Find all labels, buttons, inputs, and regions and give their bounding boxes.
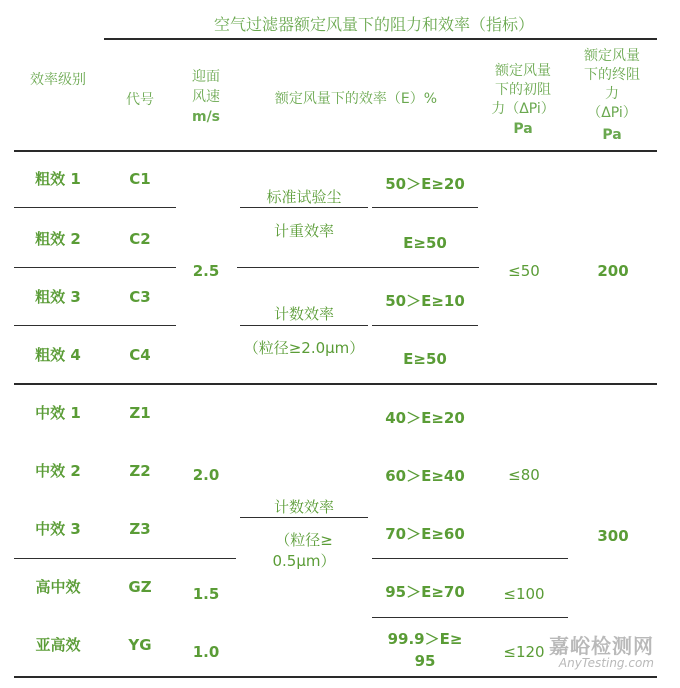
header-final-line2: 下的终阻 (584, 67, 640, 83)
method-rule (237, 267, 479, 268)
initial-resistance-coarse: ≤50 (508, 262, 540, 280)
row-rule (14, 558, 236, 559)
level-cell: 中效 2 (35, 462, 81, 480)
velocity-medium: 2.0 (192, 466, 220, 484)
level-cell: 粗效 1 (35, 170, 81, 188)
method-count: 计数效率 (273, 305, 335, 323)
title-rule (104, 38, 657, 40)
initial-resistance-yg: ≤120 (503, 643, 545, 661)
efficiency-cell: 50＞E≥20 (385, 175, 465, 193)
level-cell: 中效 3 (35, 520, 81, 538)
method-dust: 标准试验尘 (266, 188, 342, 206)
level-cell: 高中效 (35, 578, 81, 596)
code-cell: C4 (129, 346, 151, 364)
code-cell: C1 (129, 170, 151, 188)
level-cell: 粗效 4 (35, 346, 81, 364)
efficiency-cell: E≥50 (403, 350, 447, 368)
method-rule (240, 517, 368, 518)
efficiency-cell-line1: 99.9＞E≥ (387, 630, 463, 648)
level-cell: 粗效 3 (35, 288, 81, 306)
velocity-yg: 1.0 (192, 643, 220, 661)
header-level: 效率级别 (30, 72, 86, 88)
efficiency-rule (372, 325, 478, 326)
header-rule (14, 150, 657, 152)
bottom-rule (14, 676, 657, 678)
table-title: 空气过滤器额定风量下的阻力和效率（指标） (213, 15, 535, 34)
efficiency-cell: 60＞E≥40 (385, 467, 465, 485)
method-count-medium: 计数效率 (273, 498, 335, 516)
header-velocity-line1: 迎面 (192, 69, 220, 85)
code-cell: Z2 (129, 462, 151, 480)
header-velocity-unit: m/s (191, 109, 221, 125)
row-rule (14, 267, 176, 268)
efficiency-rule (372, 207, 478, 208)
section-rule (14, 383, 657, 385)
efficiency-cell: 70＞E≥60 (385, 525, 465, 543)
header-initial-unit: Pa (513, 121, 533, 137)
code-cell: Z3 (129, 520, 151, 538)
efficiency-cell: E≥50 (403, 234, 447, 252)
initial-resistance-medium: ≤80 (508, 466, 540, 484)
method-particle-20: （粒径≥2.0μm） (243, 339, 365, 357)
code-cell: C2 (129, 230, 151, 248)
watermark-en: AnyTesting.com (558, 656, 654, 670)
header-code: 代号 (126, 92, 154, 108)
velocity-gz: 1.5 (192, 585, 220, 603)
method-particle-05-line2: 0.5μm） (272, 552, 336, 570)
header-final-line3: 力 (605, 86, 619, 102)
velocity-coarse: 2.5 (192, 262, 220, 280)
header-initial-line1: 额定风量 (495, 63, 551, 79)
efficiency-cell: 50＞E≥10 (385, 292, 465, 310)
header-velocity-line2: 风速 (192, 89, 220, 105)
code-cell: GZ (128, 578, 152, 596)
level-cell: 粗效 2 (35, 230, 81, 248)
header-initial-line3: 力（ΔPi） (491, 101, 555, 117)
final-resistance-medium: 300 (597, 527, 629, 545)
header-final-line4: （ΔPi） (587, 105, 637, 121)
code-cell: YG (128, 636, 152, 654)
level-cell: 亚高效 (35, 636, 81, 654)
row-rule (372, 558, 568, 559)
efficiency-cell: 40＞E≥20 (385, 409, 465, 427)
header-final-line1: 额定风量 (584, 48, 640, 64)
header-efficiency: 额定风量下的效率（E）% (274, 91, 438, 107)
row-rule (14, 207, 176, 208)
code-cell: C3 (129, 288, 151, 306)
code-cell: Z1 (129, 404, 151, 422)
method-particle-05-line1: （粒径≥ (275, 531, 333, 549)
row-rule (372, 617, 568, 618)
method-weight: 计重效率 (273, 222, 335, 240)
method-rule (240, 207, 368, 208)
efficiency-cell: 95＞E≥70 (385, 583, 465, 601)
final-resistance-coarse: 200 (597, 262, 629, 280)
initial-resistance-gz: ≤100 (503, 585, 545, 603)
watermark-cn: 嘉峪检测网 (549, 634, 654, 658)
header-final-unit: Pa (602, 127, 622, 143)
method-rule (240, 325, 368, 326)
row-rule (14, 325, 176, 326)
efficiency-cell-line2: 95 (414, 652, 436, 670)
header-initial-line2: 下的初阻 (495, 82, 551, 98)
level-cell: 中效 1 (35, 404, 81, 422)
